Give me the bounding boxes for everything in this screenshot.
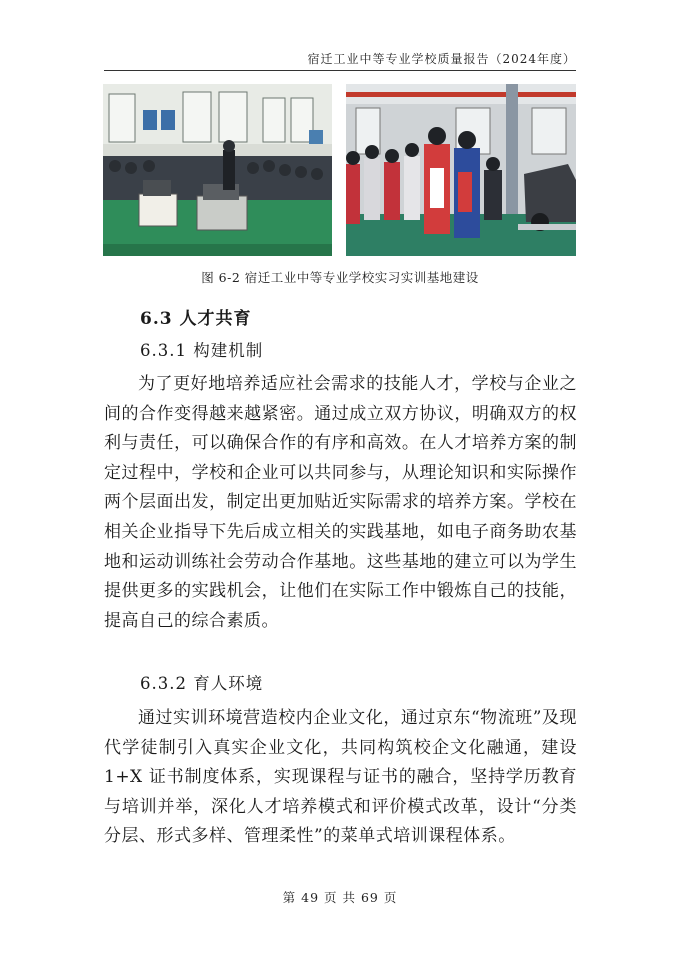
report-header-title: 宿迁工业中等专业学校质量报告（2024年度） [307, 52, 576, 66]
section-heading: 6.3 人才共育 [140, 309, 252, 329]
subsection-heading-environment: 6.3.2 育人环境 [140, 674, 264, 693]
header-divider [104, 70, 576, 71]
page-number-footer: 第 49 页 共 69 页 [282, 890, 398, 905]
figure-caption: 图 6-2 宿迁工业中等专业学校实习实训基地建设 [201, 270, 479, 285]
paragraph-mechanism: 为了更好地培养适应社会需求的技能人才，学校与企业之间的合作变得越来越紧密。通过成立双方协议，明确双方的权利与责任，可以确保合作的有序和高效。在人才培养方案的制定过程中，学校和企业可以共同参与，从理论知识和实际操作两个层面出发，制定出更加贴近实际需求的培养方案。学校在相关企业指导下先后成立相关的实践基地，如电子商务助农基地和运动训练社会劳动合作基地。这些基地的建立可以为学生提供更多的实践机会，让他们在实际工作中锻炼自己的技能，提高自己的综合素质。 [104, 374, 577, 631]
paragraph-environment: 通过实训环境营造校内企业文化，通过京东“物流班”及现代学徒制引入真实企业文化，共同构筑校企文化融通，建设 1+X 证书制度体系，实现课程与证书的融合，坚持学历教育与培训并举，深化人才培养模式和评价模式改革，设计“分类分层、形式多样、管理柔性”的菜单式培训课程体系。 [104, 708, 577, 847]
subsection-heading-mechanism: 6.3.1 构建机制 [140, 341, 264, 360]
classroom-engine-training-photo [103, 84, 332, 256]
auto-workshop-training-photo [346, 84, 576, 256]
